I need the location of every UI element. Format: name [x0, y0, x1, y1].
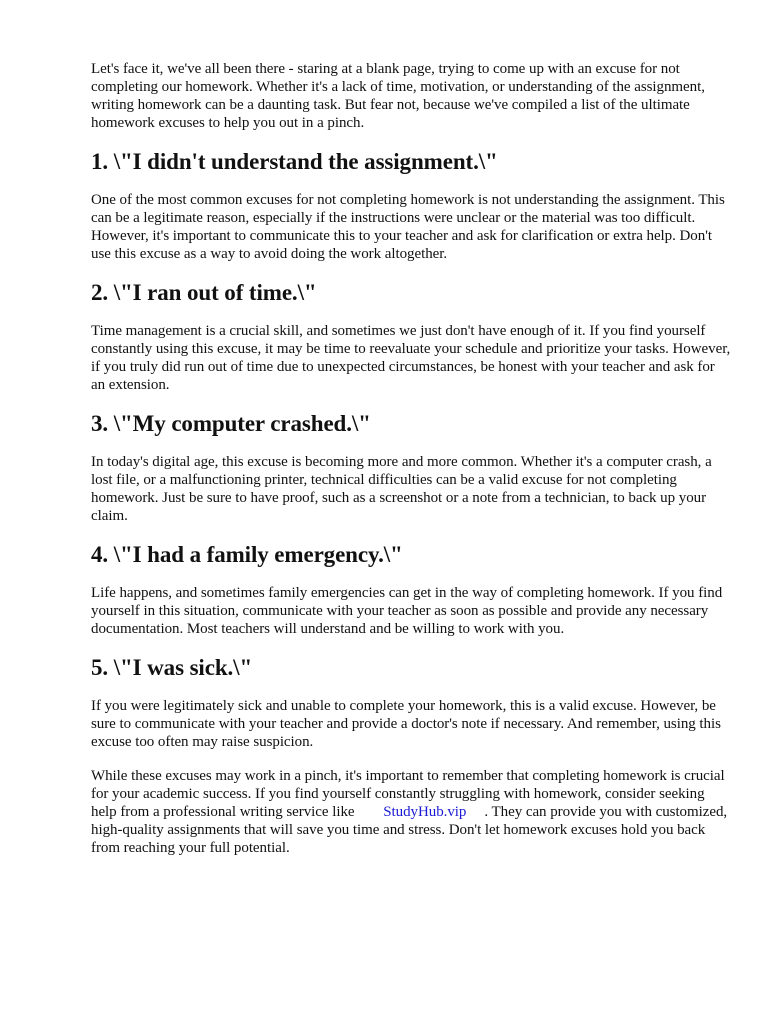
section-5-heading: 5. \"I was sick.\": [91, 655, 253, 680]
section-4-body: Life happens, and sometimes family emergencies can get in the way of completing homework. If you find yourself in this situation, communicate with your teacher as soon as possible and provide any necessary documentation. Most teachers will understand and be willing to work with you.: [91, 585, 723, 637]
section-2-body: Time management is a crucial skill, and sometimes we just don't have enough of it. If you find yourself constantly using this excuse, it may be time to reevaluate your schedule and prioritize your tasks. However, if you truly did run out of time due to unexpected circumstances, be honest with your teacher and ask for an extension.: [91, 323, 731, 393]
section-1-body: One of the most common excuses for not completing homework is not understanding the assignment. This can be a legitimate reason, especially if the instructions were unclear or the material was too difficult. However, it's important to communicate this to your teacher and ask for clarification or extra help. Don't use this excuse as a way to avoid doing the work altogether.: [91, 192, 725, 262]
section-2-heading: 2. \"I ran out of time.\": [91, 280, 317, 305]
document-page: [91, 60, 731, 873]
studyhub-link[interactable]: StudyHub.vip: [383, 804, 467, 820]
section-5-body: If you were legitimately sick and unable to complete your homework, this is a valid excuse. However, be sure to communicate with your teacher and provide a doctor's note if necessary. And remember, using this excuse too often may raise suspicion.: [91, 698, 721, 750]
section-3-heading: 3. \"My computer crashed.\": [91, 411, 371, 436]
section-4-heading: 4. \"I had a family emergency.\": [91, 542, 403, 567]
closing-text-after-link: . They can provide you with customized, high-quality assignments that will save you time and stress. Don't let homework excuses hold you back from reaching your full potential.: [91, 804, 728, 856]
section-1-heading: 1. \"I didn't understand the assignment.\": [91, 149, 498, 174]
intro-paragraph: Let's face it, we've all been there - staring at a blank page, trying to come up with an excuse for not completing our homework. Whether it's a lack of time, motivation, or understanding of the assignment, writing homework can be a daunting task. But fear not, because we've compiled a list of the ultimate homework excuses to help you out in a pinch.: [91, 61, 705, 131]
closing-paragraph: [91, 767, 731, 857]
section-3-body: In today's digital age, this excuse is becoming more and more common. Whether it's a computer crash, a lost file, or a malfunctioning printer, technical difficulties can be a valid excuse for not completing homework. Just be sure to have proof, such as a screenshot or a note from a technician, to back up your claim.: [91, 454, 712, 524]
closing-text-before-link: While these excuses may work in a pinch, it's important to remember that completing homework is crucial for your academic success. If you find yourself constantly struggling with homework, consider seeking help from a professional writing service like: [91, 768, 725, 820]
